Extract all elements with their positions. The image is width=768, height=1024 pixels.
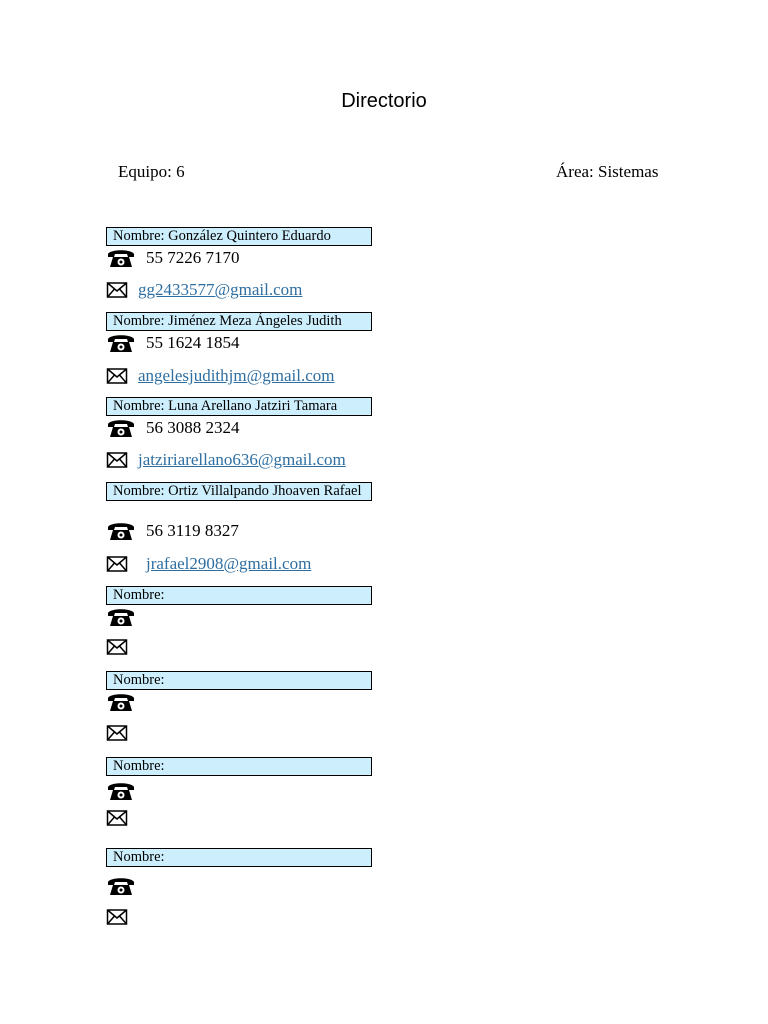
email-row bbox=[106, 279, 302, 301]
contact-name: Nombre: bbox=[106, 671, 372, 690]
contact-name: Nombre: González Quintero Eduardo bbox=[106, 227, 372, 246]
contact-entry bbox=[106, 227, 372, 299]
contact-entry bbox=[106, 482, 372, 573]
contact-name: Nombre: Jiménez Meza Ángeles Judith bbox=[106, 312, 372, 331]
envelope-icon bbox=[106, 366, 128, 386]
envelope-icon bbox=[106, 450, 128, 470]
contact-entry bbox=[106, 671, 372, 690]
email-link[interactable]: jrafael2908@gmail.com bbox=[146, 554, 312, 573]
telephone-icon bbox=[106, 332, 136, 354]
telephone-icon bbox=[106, 247, 136, 269]
telephone-icon bbox=[106, 417, 136, 439]
envelope-icon bbox=[106, 554, 128, 574]
email-link[interactable]: angelesjudithjm@gmail.com bbox=[138, 366, 335, 385]
phone-number: 55 1624 1854 bbox=[146, 333, 240, 352]
phone-row bbox=[106, 332, 240, 354]
phone-row bbox=[106, 606, 146, 628]
phone-row bbox=[106, 780, 146, 802]
email-row bbox=[106, 906, 138, 928]
telephone-icon bbox=[106, 520, 136, 542]
phone-row bbox=[106, 520, 239, 542]
phone-row bbox=[106, 417, 240, 439]
phone-row bbox=[106, 691, 146, 713]
phone-number: 55 7226 7170 bbox=[146, 248, 240, 267]
contact-entry bbox=[106, 397, 372, 469]
email-row bbox=[106, 365, 334, 387]
contact-entry bbox=[106, 848, 372, 867]
email-link[interactable]: jatziriarellano636@gmail.com bbox=[138, 450, 346, 469]
phone-number: 56 3119 8327 bbox=[146, 521, 239, 540]
phone-row bbox=[106, 247, 240, 269]
contact-name: Nombre: Luna Arellano Jatziri Tamara bbox=[106, 397, 372, 416]
envelope-icon bbox=[106, 723, 128, 743]
contact-name: Nombre: bbox=[106, 848, 372, 867]
telephone-icon bbox=[106, 606, 136, 628]
area-label: Área: Sistemas bbox=[556, 162, 659, 181]
contact-name: Nombre: Ortiz Villalpando Jhoaven Rafael bbox=[106, 482, 372, 501]
telephone-icon bbox=[106, 780, 136, 802]
envelope-icon bbox=[106, 907, 128, 927]
phone-row bbox=[106, 875, 146, 897]
team-label: Equipo: 6 bbox=[118, 162, 185, 181]
email-row bbox=[106, 636, 138, 658]
contact-entry bbox=[106, 312, 372, 385]
contact-entry bbox=[106, 586, 372, 605]
page-title: Directorio bbox=[341, 90, 427, 112]
email-row bbox=[106, 722, 138, 744]
email-row bbox=[106, 807, 138, 829]
telephone-icon bbox=[106, 691, 136, 713]
email-row bbox=[106, 553, 311, 575]
phone-number: 56 3088 2324 bbox=[146, 418, 240, 437]
email-link[interactable]: gg2433577@gmail.com bbox=[138, 280, 303, 299]
telephone-icon bbox=[106, 875, 136, 897]
envelope-icon bbox=[106, 808, 128, 828]
contact-entry bbox=[106, 757, 372, 776]
contact-name: Nombre: bbox=[106, 586, 372, 605]
contact-name: Nombre: bbox=[106, 757, 372, 776]
envelope-icon bbox=[106, 637, 128, 657]
email-row bbox=[106, 449, 346, 471]
envelope-icon bbox=[106, 280, 128, 300]
